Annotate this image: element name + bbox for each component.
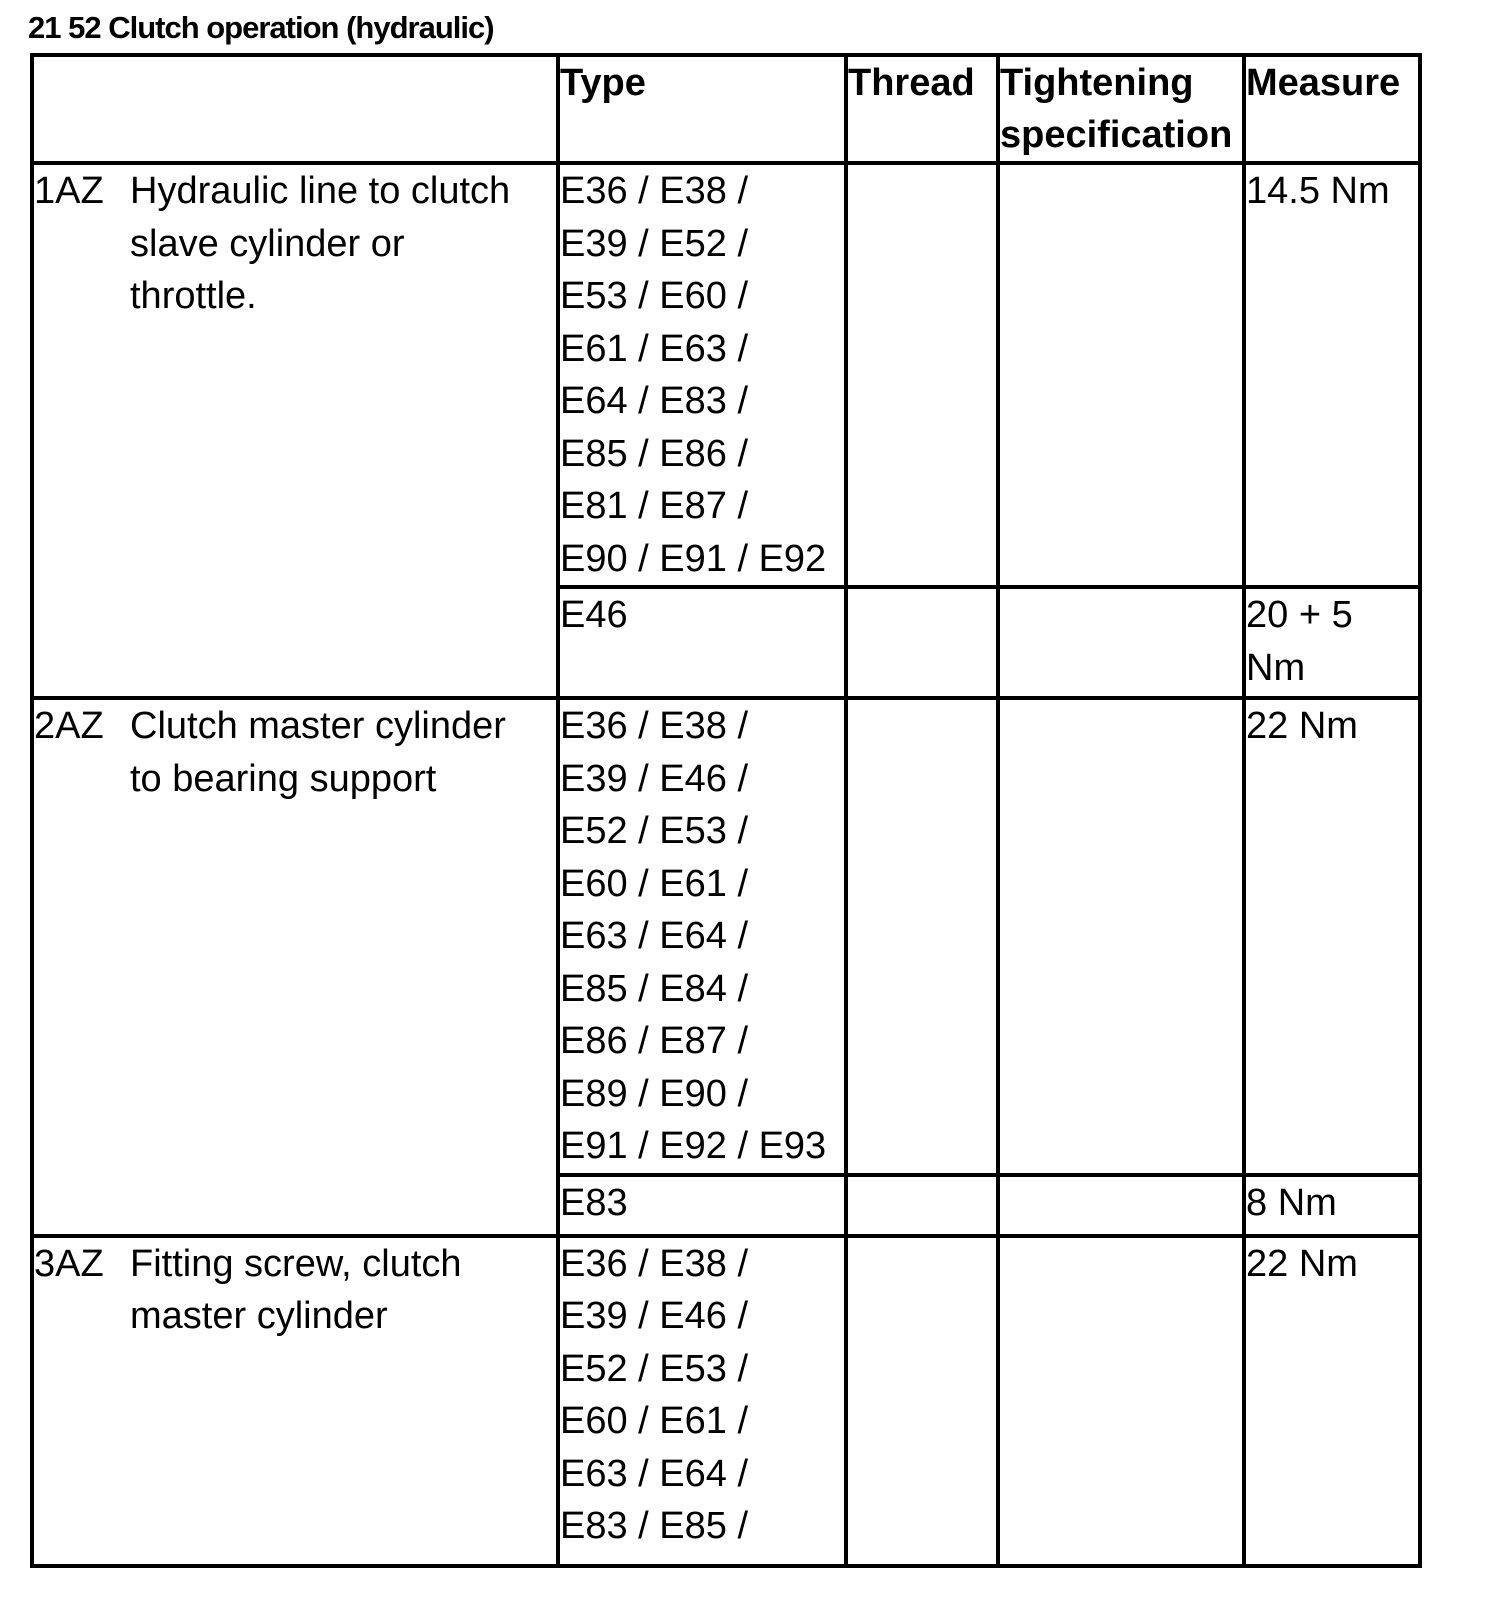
tightening-cell: [998, 587, 1244, 698]
type-cell: [558, 1175, 846, 1236]
type-line: E52 / E53 /: [560, 1347, 749, 1390]
type-line: E39 / E46 /: [560, 757, 749, 800]
measure-cell: [1244, 587, 1420, 698]
header-thread: Thread: [846, 55, 998, 163]
header-tightening-line: specification: [1000, 114, 1233, 156]
type-line: E61 / E63 /: [560, 327, 749, 370]
type-line: E53 / E60 /: [560, 275, 749, 317]
tightening-cell: [998, 698, 1244, 1175]
type-cell: [558, 1236, 846, 1566]
description-line: Hydraulic line to clutch: [130, 170, 511, 212]
type-line: E39 / E52 /: [560, 222, 749, 265]
thread-cell: [846, 587, 998, 698]
type-line: E85 / E84 /: [560, 967, 749, 1010]
type-line: E60 / E61 /: [560, 1400, 749, 1442]
description-line: to bearing support: [130, 757, 437, 800]
type-line: E91 / E92 / E93: [560, 1125, 827, 1167]
type-line: E63 / E64 /: [560, 915, 749, 957]
header-tightening-specification: [998, 55, 1244, 163]
thread-cell: [846, 698, 998, 1175]
type-cell: [558, 163, 846, 587]
thread-cell: [846, 163, 998, 587]
type-line: E83 / E85 /: [560, 1505, 749, 1547]
description-line: Clutch master cylinder: [130, 705, 506, 747]
row-description-cell: [32, 698, 558, 1236]
type-line: E36 / E38 /: [560, 170, 749, 212]
type-line: E52 / E53 /: [560, 810, 749, 852]
header-description-blank: [32, 55, 558, 163]
table-row: [32, 1236, 1420, 1566]
measure-cell: [1244, 163, 1420, 587]
row-code: 3AZ: [34, 1242, 104, 1285]
type-line: E89 / E90 /: [560, 1072, 749, 1115]
type-line: E60 / E61 /: [560, 862, 749, 905]
header-tightening-line: Tightening: [1000, 62, 1194, 104]
measure-cell: [1244, 1236, 1420, 1566]
row-description: [130, 165, 540, 323]
type-line: E90 / E91 / E92: [560, 537, 827, 580]
row-description: [130, 1238, 540, 1343]
type-line: E64 / E83 /: [560, 380, 749, 422]
description-line: throttle.: [130, 275, 257, 317]
type-line: E39 / E46 /: [560, 1295, 749, 1337]
type-line: E36 / E38 /: [560, 1242, 749, 1285]
type-line: E63 / E64 /: [560, 1452, 749, 1495]
measure-line: Nm: [1246, 646, 1306, 689]
type-line: E46: [560, 594, 628, 636]
measure-line: 20 + 5: [1246, 594, 1353, 636]
type-line: E85 / E86 /: [560, 432, 749, 475]
row-code: 2AZ: [34, 705, 104, 747]
row-description: [130, 700, 540, 805]
type-cell: [558, 587, 846, 698]
measure-cell: [1244, 1175, 1420, 1236]
thread-cell: [846, 1236, 998, 1566]
type-line: E86 / E87 /: [560, 1020, 749, 1062]
description-line: Fitting screw, clutch: [130, 1242, 462, 1285]
table-header-row: [32, 55, 1420, 163]
type-line: E81 / E87 /: [560, 485, 749, 527]
header-measure: Measure: [1244, 55, 1420, 163]
measure-cell: [1244, 698, 1420, 1175]
measure-line: 14.5 Nm: [1246, 170, 1390, 212]
measure-line: 22 Nm: [1246, 705, 1358, 747]
description-line: master cylinder: [130, 1295, 388, 1337]
tightening-cell: [998, 1175, 1244, 1236]
type-cell: [558, 698, 846, 1175]
measure-line: 22 Nm: [1246, 1242, 1358, 1285]
row-code: 1AZ: [34, 170, 104, 212]
table-row: [32, 698, 1420, 1175]
type-line: E36 / E38 /: [560, 705, 749, 747]
measure-line: 8 Nm: [1246, 1181, 1337, 1224]
thread-cell: [846, 1175, 998, 1236]
section-title: 21 52 Clutch operation (hydraulic): [28, 10, 494, 45]
torque-spec-table: [30, 53, 1422, 1568]
table-row: [32, 163, 1420, 587]
row-description-cell: [32, 1236, 558, 1566]
type-line: E83: [560, 1181, 628, 1224]
header-type: Type: [558, 55, 846, 163]
tightening-cell: [998, 163, 1244, 587]
tightening-cell: [998, 1236, 1244, 1566]
row-description-cell: [32, 163, 558, 698]
description-line: slave cylinder or: [130, 222, 405, 265]
